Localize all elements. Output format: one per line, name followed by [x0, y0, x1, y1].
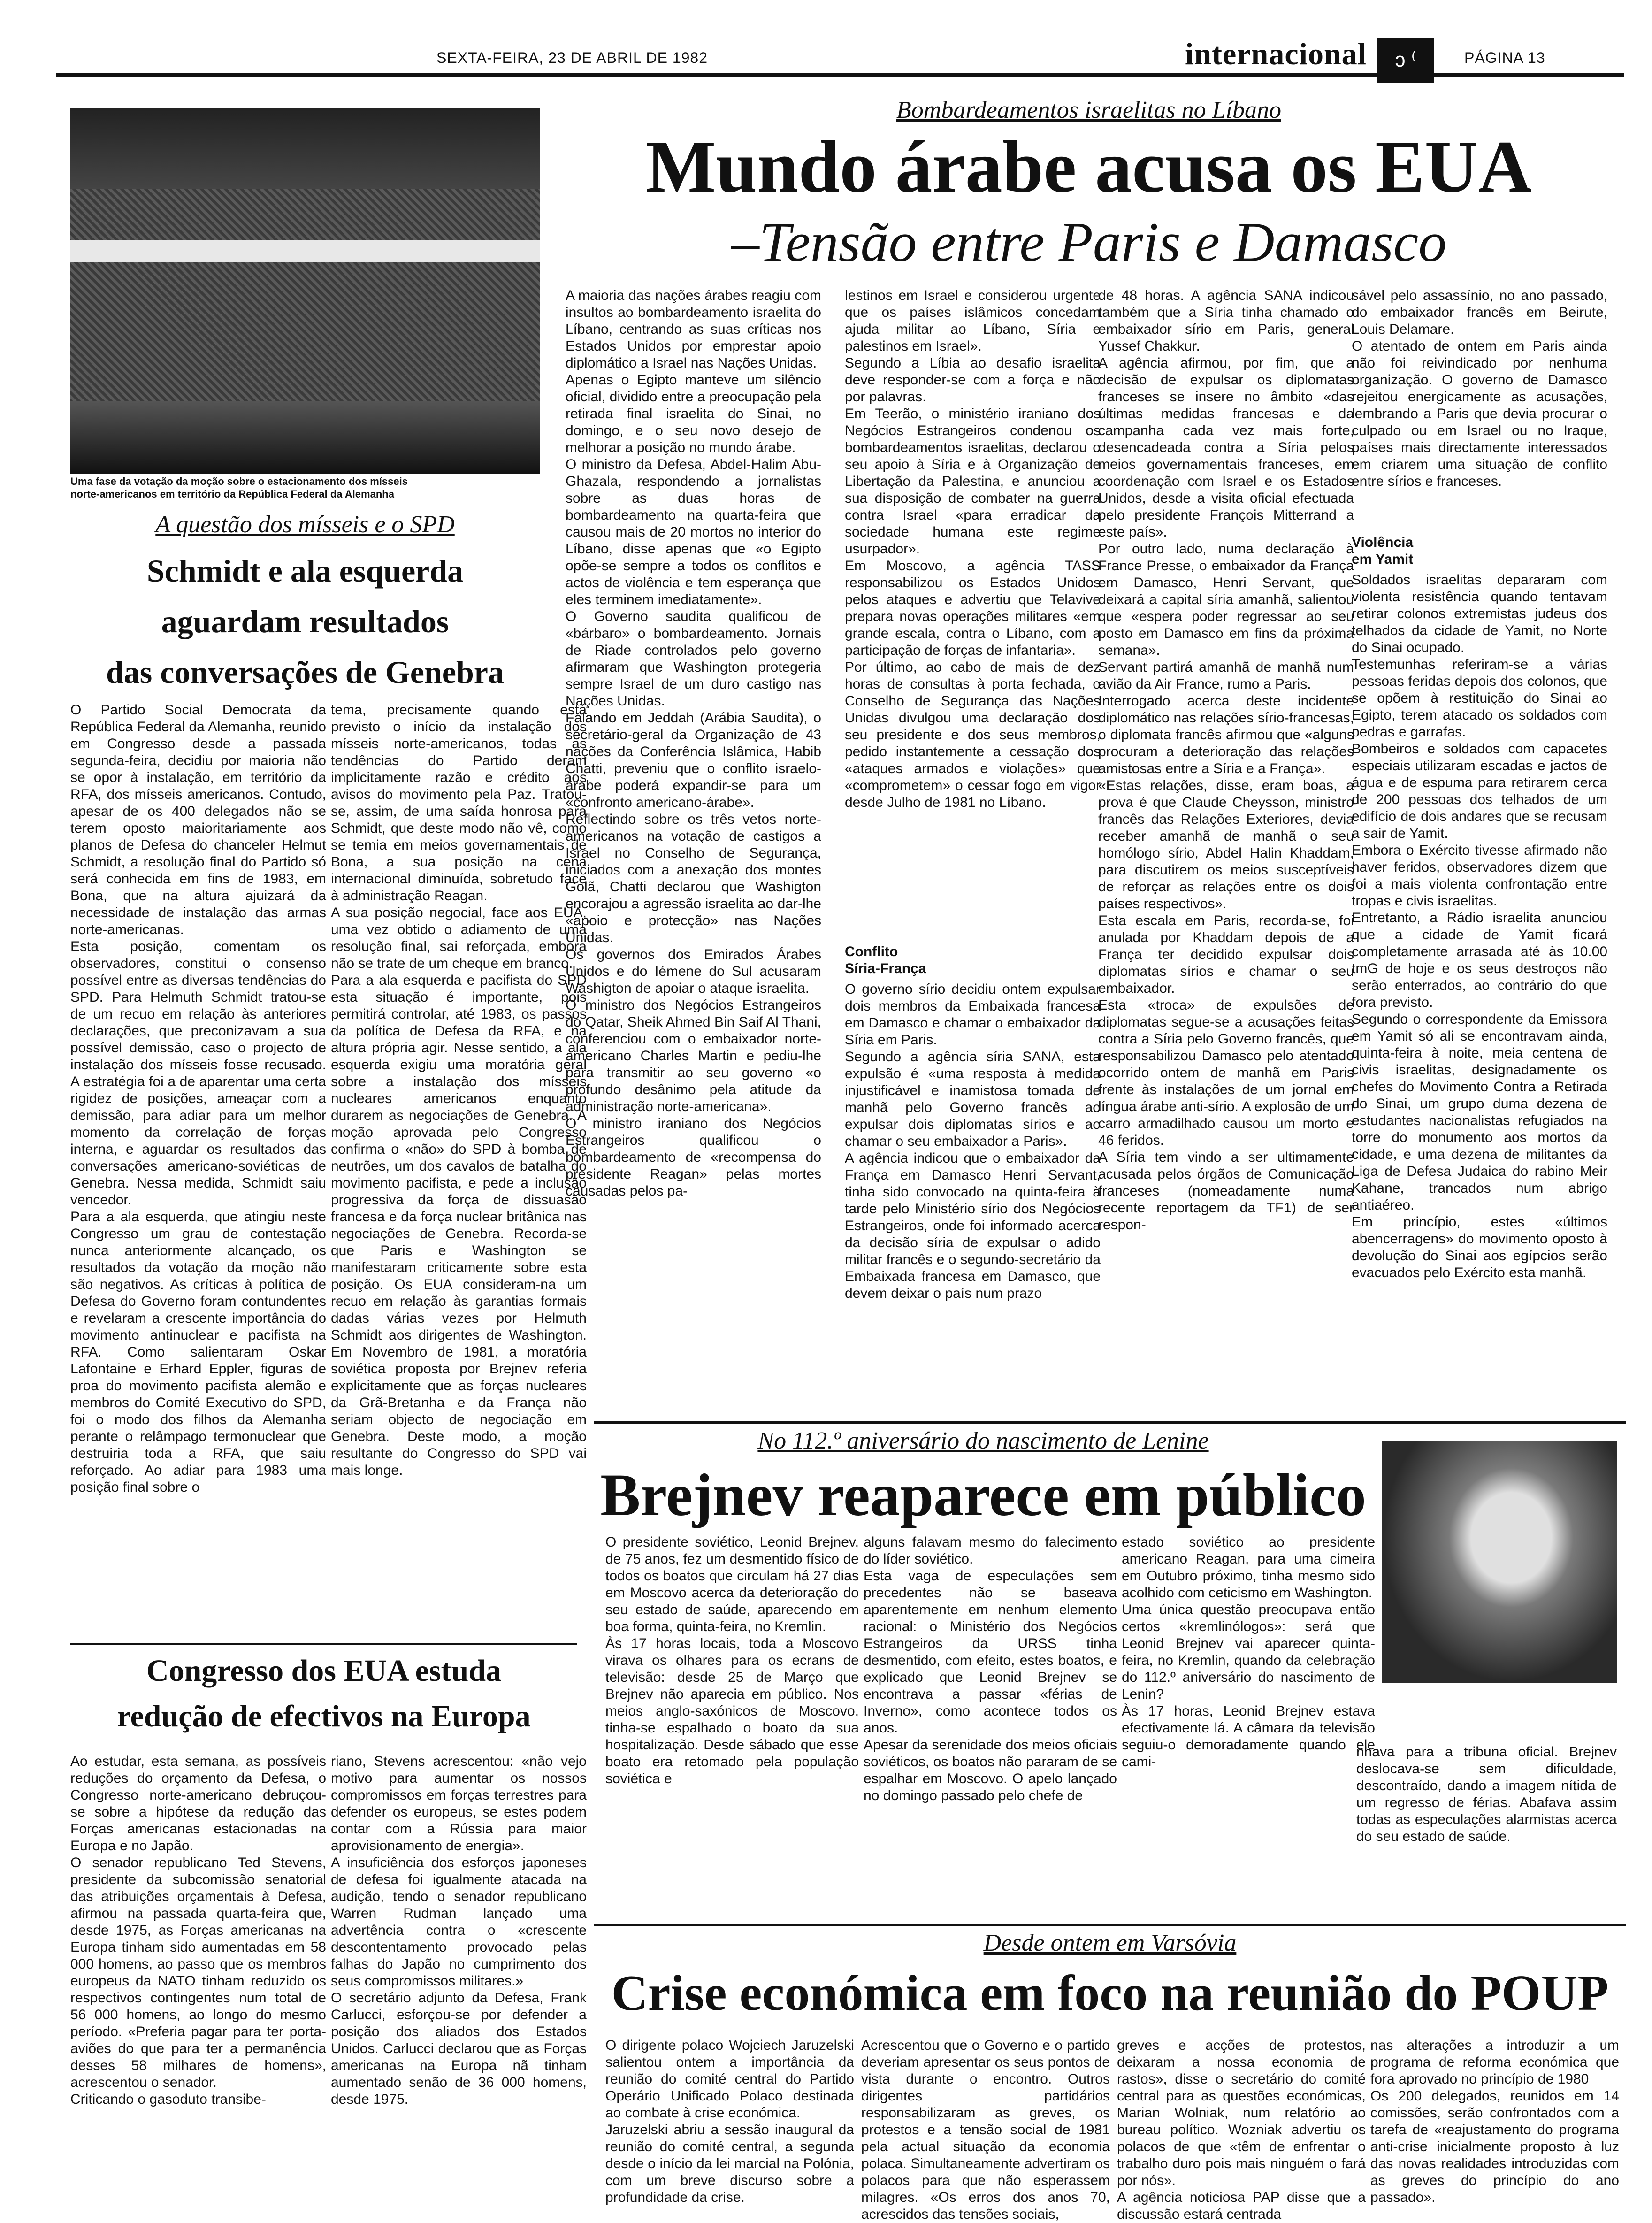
lebanon-headline: Mundo árabe acusa os EUA: [646, 126, 1532, 208]
congress-col-1: Ao estudar, esta semana, as possíveis reduções do orçamento da Defesa, o Congresso norte-americano debruçou-se sobre a hipótese da redução das Forças americanas estacionadas na Europa e no Japão. O senador republicano Ted Stevens, presidente da subcomissão senatorial das atribuições orçamentais à Defesa, afirmou na passada quarta-feira que, desde 1975, as Forças americanas na Europa tinham sido aumentadas em 58 000 homens, ao passo que os membros europeus da NATO tinham reduzido os respectivos contingentes num total de 56 000 homens, ao longo do mesmo período. «Preferia pagar para ter porta-aviões do que para ter a permanência desses 58 milhares de homens», acrescentou o senador. Criticando o gasoduto transibe-: [70, 1754, 326, 2107]
congress-top-rule: [70, 1643, 577, 1645]
brejnev-col-3: estado soviético ao presidente americano Reagan, para uma cimeira em Outubro próximo, tinha mesmo sido acolhido com ceticismo em Washington. Uma única questão preocupava então certos «kremlinólogos»: será que Leonid Brejnev vai aparecer quinta-feira, no Kremlin, quando da celebração do 112.º aniversário do nascimento de Lenin? Às 17 horas, Leonid Brejnev estava efectivamente lá. A câmara da televisão seguiu-o demoradamente quando ele cami-: [1122, 1534, 1375, 1770]
date-line: SEXTA-FEIRA, 23 DE ABRIL DE 1982: [436, 49, 708, 66]
poup-col-4: nas alterações a introduzir a um programa de reforma económica que fora aprovado no princípio de 1980 Os 200 delegados, reunidos em 14 comissões, serão confrontados com a tarefa de «reajustamento do programa anti-crise inicialmente proposto à luz das novas realidades introduzidas com as greves do princípio do ano passado».: [1370, 2038, 1619, 2205]
poup-col-2: Acrescentou que o Governo e o partido deveriam apresentar os seus pontos de vista durante o encontro. Outros dirigentes partidários responsabilizaram as greves, os protestos e a tensão social de 1981 pela actual situação da economia polaca. Simultaneamente advertiram os polacos para que não esperassem milagres. «Os erros dos anos 70, acrescidos das tensões sociais,: [861, 2038, 1110, 2222]
poup-headline: Crise económica em foco na reunião do POUP: [611, 1965, 1609, 2021]
lebanon-subhead-conflito: Conflito Síria-França: [845, 944, 926, 976]
brejnev-col-1: O presidente soviético, Leonid Brejnev, de 75 anos, fez um desmentido físico de todos os boatos que circulam há 27 dias em Moscovo acerca da deterioração do seu estado de saúde, aparecendo em boa forma, quinta-feira, no Kremlin. Às 17 horas locais, toda a Moscovo virava os olhares para os ecrans de televisão: desde 25 de Março que Brejnev não aparecia em público. Nos meios anglo-saxónicos de Moscovo, tinha-se espalhado o boato da sua hospitalização. Desde sábado que esse boato era retomado pela população soviética e: [605, 1534, 859, 1786]
lebanon-subhead-yamit: Violência em Yamit: [1352, 535, 1414, 567]
spd-headline-1: Schmidt e ala esquerda: [146, 553, 464, 589]
poup-top-rule: [594, 1924, 1626, 1926]
lebanon-col-1: A maioria das nações árabes reagiu com insultos ao bombardeamento israelita do Líbano, centrando as suas críticas nos Estados Unidos por emprestar apoio diplomático a Israel nas Nações Unidas. Apenas o Egipto manteve um silêncio oficial, dividido entre a preocupação pela retirada final israelita do Sinai, no domingo, e o seu novo desejo de melhorar a posição no mundo árabe. O ministro da Defesa, Abdel-Halim Abu-Ghazala, respondendo a jornalistas sobre as duas horas de bombardeamento na quarta-feira que causou mais de 20 mortos no interior do Líbano, disse apenas que «o Egipto opõe-se sempre a todos os conflitos e actos de violência e tem esperança que eles terminem imediatamente». O Governo saudita qualificou de «bárbaro» o bombardeamento. Jornais de Riade controlados pelo governo afirmaram que Washington protegeria sempre Israel de um duro castigo nas Nações Unidas. Falando em Jeddah (Arábia Saudita), o secretário-geral da Organização de 43 nações da Conferência Islâmica, Habib Chatti, preveniu que o conflito israelo-árabe poderá expandir-se para um «confronto americano-árabe». Reflectindo sobre os três vetos norte-americanos na votação de castigos a Israel no Conselho de Segurança, iniciados com a anexação dos montes Golã, Chatti declarou que Washigton encorajou a agressão israelita ao dar-lhe «apoio e protecção» nas Nações Unidas. Os governos dos Emirados Árabes Unidos e do Iémene do Sul acusaram Washigton de apoiar o ataque israelita. O ministro dos Negócios Estrangeiros do Qatar, Sheik Ahmed Bin Saif Al Thani, conferenciou com o embaixador norte-americano Charles Martin e pediu-lhe para transmitir ao seu governo «o profundo desânimo pela atitude da administração norte-americana». O ministro iraniano dos Negócios Estrangeiros qualificou o bombardeamento de «recompensa do presidente Reagan» pelas mortes causadas pelos pa-: [566, 288, 821, 1199]
congress-headline-1: Congresso dos EUA estuda: [146, 1654, 502, 1688]
lebanon-kicker: Bombardeamentos israelitas no Líbano: [896, 97, 1281, 123]
congress-vote-photo: [70, 108, 540, 474]
lebanon-col-3: de 48 horas. A agência SANA indicou também que a Síria tinha chamado o embaixador sírio em Paris, general Yussef Chakkur. A agência afirmou, por fim, que a decisão de expulsar os diplomatas franceses se insere no âmbito «das últimas medidas francesas e da campanha cada vez mais forte, desencadeada contra a Síria pelos meios governamentais franceses, em coordenação com Israel e os Estados Unidos, desde a visita oficial efectuada pelo presidente François Mitterrand a este país». Por outro lado, numa declaração à France Presse, o embaixador da França em Damasco, Henri Servant, que deixará a capital síria amanhã, salientou que «espera poder regressar ao seu posto em Damasco em fins da próxima semana». Servant partirá amanhã de manhã num avião da Air France, rumo a Paris. Interrogado acerca deste incidente diplomático nas relações sírio-francesas, o diplomata francês afirmou que «alguns procuram a deterioração das relações amistosas entre a Síria e a França». «Estas relações, disse, eram boas, a prova é que Claude Cheysson, ministro francês das Relações Exteriores, devia receber amanhã de manhã o seu homólogo sírio, Abdel Halin Khaddam, para discutirem os meios susceptíveis de reforçar as relações entre os dois países respectivos». Esta escala em Paris, recorda-se, foi anulada por Khaddam depois de a França ter decidido expulsar dois diplomatas sírios e chamar o seu embaixador. Esta «troca» de expulsões de diplomatas segue-se a acusações feitas contra a Síria pelo Governo francês, que responsabilizou Damasco pelo atentado ocorrido ontem de manhã em Paris frente às instalações de um jornal em língua árabe anti-sírio. A explosão de um carro armadilhado causou um morto e 46 feridos. A Síria tem vindo a ser ultimamente acusada pelos órgãos de Comunicação franceses (nomeadamente numa recente reportagem da TF1) de ser respon-: [1098, 288, 1354, 1233]
poup-kicker: Desde ontem em Varsóvia: [983, 1930, 1237, 1956]
lebanon-col-4a: sável pelo assassínio, no ano passado, do embaixador francês em Beirute, Louis Delamare. O atentado de ontem em Paris ainda não foi reivindicado por nenhuma organização. O governo de Damasco rejeitou energicamente as acusações, lembrando a Paris que devia procurar o culpado ou em Israel ou no Iraque, países mais directamente interessados em criarem uma situação de conflito entre sírios e franceses.: [1352, 288, 1607, 489]
masthead-rule: [56, 73, 1624, 77]
brejnev-col-2: alguns falavam mesmo do falecimento do líder soviético. Esta vaga de especulações sem precedentes não se baseava aparentemente em nenhum elemento racional: o Ministério dos Negócios Estrangeiros da URSS tinha desmentido, com efeito, estes boatos, e explicado que Leonid Brejnev se encontrava a passar «férias de Inverno», como acontece todos os anos. Apesar da serenidade dos meios oficiais soviéticos, os boatos não pararam de se espalhar em Moscovo. O apelo lançado no domingo passado pelo chefe de: [864, 1534, 1117, 1803]
lebanon-col-2b: O governo sírio decidiu ontem expulsar dois membros da Embaixada francesa em Damasco e chamar o embaixador da Síria em Paris. Segundo a agência síria SANA, esta expulsão é «uma resposta à medida injustificável e inamistosa tomada de manhã pelo Governo francês ao expulsar dois diplomatas sírios e ao chamar o seu embaixador a Paris». A agência indicou que o embaixador da França em Damasco Henri Servant, tinha sido convocado na quinta-feira à tarde pelo Ministério sírio dos Negócios Estrangeiros, onde foi informado acerca da decisão síria de expulsar o adido militar francês e o segundo-secretário da Embaixada francesa em Damasco, que devem deixar o país num prazo: [845, 981, 1101, 1301]
poup-col-1: O dirigente polaco Wojciech Jaruzelski salientou ontem a importância da reunião do comité central do Partido Operário Unificado Polaco destinada ao combate à crise económica. Jaruzelski abriu a sessão inaugural da reunião do comité central, a segunda desde o início da lei marcial na Polónia, com um breve discurso sobre a profundidade da crise.: [605, 2038, 854, 2205]
lebanon-col-4b: Soldados israelitas depararam com violenta resistência quando tentavam retirar colonos extremistas judeus dos telhados da cidade de Yamit, no Norte do Sinai ocupado. Testemunhas referiram-se a várias pessoas feridas depois dos colonos, que se opõem à restituição do Sinai ao Egipto, terem atacado os soldados com pedras e garrafas. Bombeiros e soldados com capacetes especiais utilizaram escadas e jactos de água e de espuma para retirarem cerca de 200 pessoas dos telhados de um edifício de dois andares que se recusam a sair de Yamit. Embora o Exército tivesse afirmado não haver feridos, observadores dizem que foi a mais violenta confrontação entre tropas e civis israelitas. Entretanto, a Rádio israelita anunciou que a cidade de Yamit ficará completamente arrasada até às 10.00 tmG de hoje e os seus destroços não serão enterrados, ao contrário do que fora previsto. Segundo o correspondente da Emissora em Yamit só ali se encontravam ainda, quinta-feira à noite, meia centena de civis israelitas, designadamente os chefes do Movimento Contra a Retirada do Sinai, um grupo duma dezena de estudantes nacionalistas refugiados na torre do monumento aos mortos da cidade, e uma dezena de militantes da Liga de Defesa Judaica do rabino Meir Kahane, trancados num abrigo antiaéreo. Em princípio, estes «últimos abencerragens» do movimento oposto à devolução do Sinai aos egípcios serão evacuados pelo Exército esta manhã.: [1352, 572, 1607, 1280]
lebanon-col-2a: lestinos em Israel e considerou urgente que os países islâmicos concedam ajuda militar ao Líbano, Síria e palestinos em Israel». Segundo a Líbia ao desafio israelita deve responder-se com a força e não por palavras. Em Teerão, o ministério iraniano dos Negócios Estrangeiros condenou os bombardeamentos israelitas, declarou o seu apoio à Síria e à Organização de Libertação da Palestina, e anunciou a sua disposição de combater na guerra contra Israel «para erradicar da sociedade humana este regime usurpador». Em Moscovo, a agência TASS responsabilizou os Estados Unidos pelos ataques e advertiu que Telavive prepara novas operações militares «em grande escala, contra o Líbano, com a participação de forças de infantaria». Por último, ao cabo de mais de dez horas de consultas à porta fechada, o Conselho de Segurança das Nações Unidas divulgou uma declaração dos seu presidente e dos seus membros, pedido instantemente a cessação dos «ataques armados e violações» que «comprometem» o cessar fogo em vigor desde Julho de 1981 no Líbano.: [845, 288, 1101, 810]
photo-caption: Uma fase da votação da moção sobre o estacionamento dos mísseis norte-americanos em território da República Federal da Alemanha: [70, 475, 408, 500]
brejnev-col-4: nhava para a tribuna oficial. Brejnev deslocava-se sem dificuldade, descontraído, dando a imagem nítida de um regresso de férias. Abafava assim todas as especulações alarmistas acerca do seu estado de saúde.: [1356, 1744, 1617, 1844]
brejnev-headline: Brejnev reaparece em público: [600, 1462, 1366, 1528]
section-title: internacional: [1185, 37, 1367, 71]
poup-col-3: greves e acções de protestos, deixaram a nossa economia de rastos», disse o secretário do comité central para as questões económicas, Marian Wolniak, num relatório ao bureau político. Wozniak advertiu os polacos de que «têm de enfrentar o trabalho duro pois mais ninguém o fará por nós». A agência noticiosa PAP disse que a discussão estará centrada: [1117, 2038, 1366, 2222]
lebanon-subhead: –Tensão entre Paris e Damasco: [731, 211, 1447, 273]
congress-col-2: riano, Stevens acrescentou: «não vejo motivo para aumentar os nossos compromissos em forças terrestres para defender os europeus, se estes podem contar com a Rússia para maior aprovisionamento de energia». A insuficiência dos esforços japoneses de defesa foi igualmente atacada na audição, tendo o senador republicano Warren Rudman lançado uma advertência contra o «crescente descontentamento provocado pelas falhas do Japão no cumprimento dos seus compromissos militares.» O secretário adjunto da Defesa, Frank Carlucci, esforçou-se por defender a posição dos aliados dos Estados Unidos. Carlucci declarou que as Forças americanas na Europa nã tinham aumentado senão de 36 000 homens, desde 1975.: [331, 1754, 587, 2107]
spd-headline-2: aguardam resultados: [161, 604, 449, 639]
section-logo-icon: ɔ ⁽: [1377, 38, 1434, 83]
spd-kicker: A questão dos mísseis e o SPD: [155, 511, 455, 538]
page-number: PÁGINA 13: [1464, 49, 1545, 66]
spd-headline-3: das conversações de Genebra: [106, 654, 504, 690]
spd-col-2: tema, precisamente quando está previsto o início da instalação dos mísseis norte-americanos, todas as tendências do Partido deram implicitamente razão e crédito aos avisos do movimento pela Paz. Tratou-se, assim, de uma saída honrosa para Schmidt, que deste modo não vê, como se temia em meios governamentais de Bona, a sua posição na cena internacional diminuída, sobretudo face à administração Reagan. A sua posição negocial, face aos EUA, uma vez obtido o adiamento de uma resolução final, sai reforçada, embora não se trate de um cheque em branco. Para a ala esquerda e pacifista do SPD esta situação é importante, pois permitirá controlar, até 1983, os passos da política de Defesa da RFA, e na altura própria agir. Nesse sentido, a ala esquerda exigiu uma moratória geral sobre a instalação dos mísseis nucleares americanos enquanto durarem as negociações de Genebra. A moção aprovada pelo Congresso confirma o «não» do SPD à bomba de neutrões, um dos cavalos de batalha do movimento pacifista, e pede a inclusão progressiva da força de dissuasão francesa e da força nuclear britânica nas negociações de Genebra. Recorda-se que Paris e Washington se manifestaram criticamente sobre esta posição. Os EUA consideram-na um recuo em relação às garantias formais dadas várias vezes por Helmuth Schmidt aos dirigentes de Washington. Em Novembro de 1981, a moratória soviética proposta por Brejnev referia explicitamente que as forças nucleares da Grã-Bretanha e da França não seriam objecto de negociação em Genebra. Deste modo, a moção resultante do Congresso do SPD vai mais longe.: [331, 702, 587, 1478]
spd-col-1: O Partido Social Democrata da República Federal da Alemanha, reunido em Congresso desde a passada segunda-feira, decidiu por maioria não se opor à instalação, em território da RFA, dos mísseis americanos. Contudo, apesar de os 400 delegados não se terem oposto maioritariamente aos planos de Defesa do chanceler Helmut Schmidt, a resolução final do Partido só será conhecida em fins de 1983, em Bona, que na altura ajuizará da necessidade de instalação das armas norte-americanas. Esta posição, comentam os observadores, constitui o consenso possível entre as diversas tendências do SPD. Para Helmuth Schmidt tratou-se de um recuo em relação às anteriores declarações, que preconizavam a sua possível demissão, caso o projecto de instalação dos mísseis fosse recusado. A estratégia foi a de aparentar uma certa rigidez de posições, ameaçar com a demissão, para adiar para um melhor momento da correlação de forças interna, e aguardar os resultados das conversações americano-soviéticas de Genebra. Nessa medida, Schmidt saiu vencedor. Para a ala esquerda, que atingiu neste Congresso um grau de contestação nunca anteriormente alcançado, os resultados da votação da moção não são negativos. As críticas à política de Defesa do Governo foram contundentes e revelaram a crescente importância do movimento antinuclear e pacifista na RFA. Como salientaram Oskar Lafontaine e Erhard Eppler, figuras de proa do movimento pacifista alemão e membros do Comité Executivo do SPD, foi o modo dos filhos da Alemanha perante o relâmpago termonuclear que destruiria toda a RFA, que saiu reforçado. Ao adiar para 1983 uma posição final sobre o: [70, 702, 326, 1495]
brejnev-kicker: No 112.º aniversário do nascimento de Lenine: [757, 1427, 1209, 1454]
congress-headline-2: redução de efectivos na Europa: [117, 1699, 531, 1733]
brejnev-top-rule: [594, 1421, 1626, 1424]
brejnev-portrait-photo: [1382, 1441, 1617, 1683]
